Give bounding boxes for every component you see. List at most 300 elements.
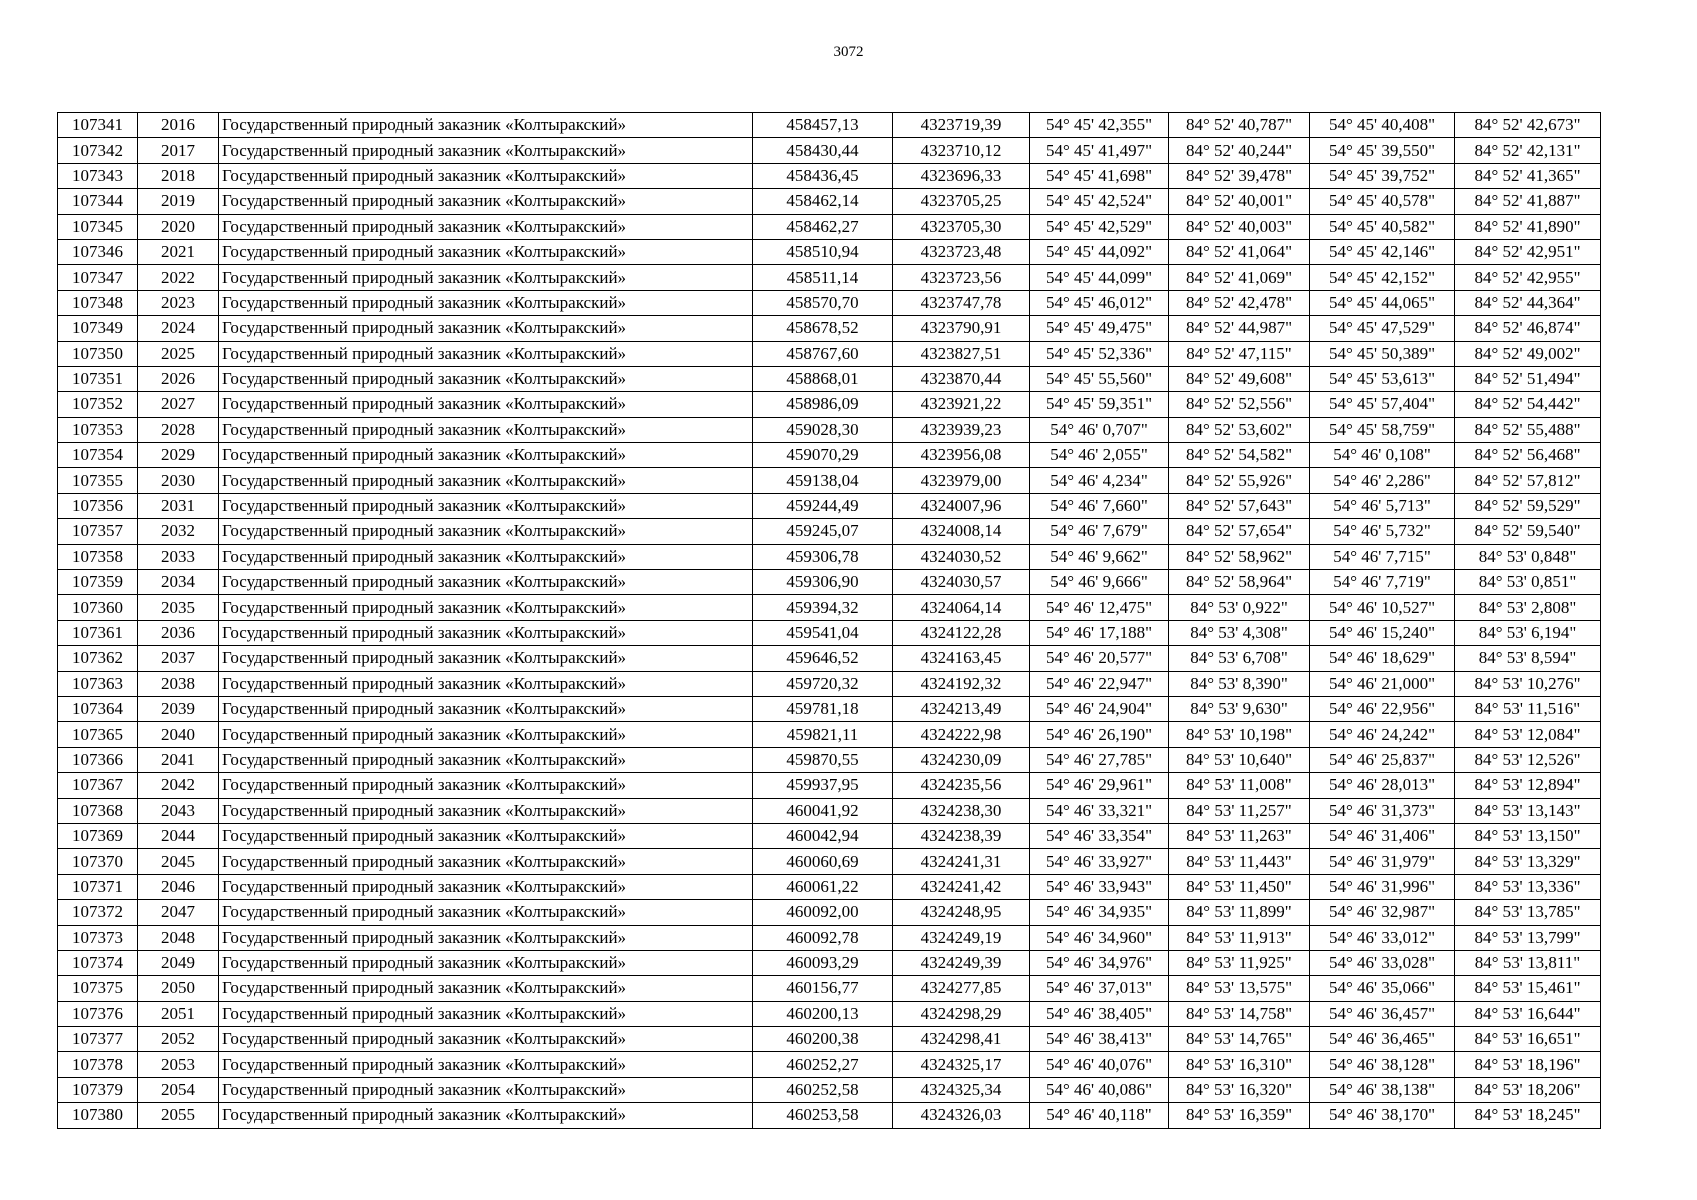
latitude-2-cell: 54° 46' 10,527" xyxy=(1310,595,1455,620)
table-row xyxy=(58,113,1601,138)
row-id-cell: 107365 xyxy=(58,722,138,747)
longitude-1-cell: 84° 53' 16,320" xyxy=(1169,1077,1310,1102)
latitude-1-cell: 54° 46' 7,679" xyxy=(1030,519,1169,544)
territory-name-cell: Государственный природный заказник «Колтыракский» xyxy=(219,722,753,747)
y-coordinate-cell: 4324298,29 xyxy=(893,1001,1030,1026)
point-number-cell: 2028 xyxy=(138,417,219,442)
latitude-1-cell: 54° 46' 2,055" xyxy=(1030,443,1169,468)
latitude-2-cell: 54° 46' 31,979" xyxy=(1310,849,1455,874)
row-id-cell: 107345 xyxy=(58,214,138,239)
longitude-1-cell: 84° 52' 57,654" xyxy=(1169,519,1310,544)
x-coordinate-cell: 460200,38 xyxy=(753,1027,893,1052)
latitude-2-cell: 54° 46' 24,242" xyxy=(1310,722,1455,747)
row-id-cell: 107379 xyxy=(58,1077,138,1102)
latitude-2-cell: 54° 46' 7,719" xyxy=(1310,570,1455,595)
latitude-2-cell: 54° 45' 40,582" xyxy=(1310,214,1455,239)
x-coordinate-cell: 460093,29 xyxy=(753,950,893,975)
y-coordinate-cell: 4324241,31 xyxy=(893,849,1030,874)
longitude-1-cell: 84° 53' 4,308" xyxy=(1169,620,1310,645)
y-coordinate-cell: 4323696,33 xyxy=(893,163,1030,188)
row-id-cell: 107361 xyxy=(58,620,138,645)
table-row xyxy=(58,823,1601,848)
row-id-cell: 107368 xyxy=(58,798,138,823)
y-coordinate-cell: 4323705,30 xyxy=(893,214,1030,239)
row-id-cell: 107380 xyxy=(58,1103,138,1128)
y-coordinate-cell: 4324192,32 xyxy=(893,671,1030,696)
longitude-2-cell: 84° 52' 41,890" xyxy=(1455,214,1601,239)
longitude-1-cell: 84° 53' 8,390" xyxy=(1169,671,1310,696)
row-id-cell: 107364 xyxy=(58,696,138,721)
x-coordinate-cell: 458678,52 xyxy=(753,316,893,341)
territory-name-cell: Государственный природный заказник «Колтыракский» xyxy=(219,1103,753,1128)
row-id-cell: 107344 xyxy=(58,189,138,214)
point-number-cell: 2034 xyxy=(138,570,219,595)
longitude-1-cell: 84° 52' 44,987" xyxy=(1169,316,1310,341)
x-coordinate-cell: 459394,32 xyxy=(753,595,893,620)
latitude-2-cell: 54° 46' 36,457" xyxy=(1310,1001,1455,1026)
latitude-1-cell: 54° 45' 46,012" xyxy=(1030,290,1169,315)
latitude-2-cell: 54° 46' 36,465" xyxy=(1310,1027,1455,1052)
y-coordinate-cell: 4324230,09 xyxy=(893,747,1030,772)
territory-name-cell: Государственный природный заказник «Колтыракский» xyxy=(219,113,753,138)
point-number-cell: 2017 xyxy=(138,138,219,163)
territory-name-cell: Государственный природный заказник «Колтыракский» xyxy=(219,773,753,798)
longitude-1-cell: 84° 53' 10,640" xyxy=(1169,747,1310,772)
x-coordinate-cell: 458462,14 xyxy=(753,189,893,214)
longitude-1-cell: 84° 53' 16,310" xyxy=(1169,1052,1310,1077)
latitude-1-cell: 54° 46' 24,904" xyxy=(1030,696,1169,721)
table-row xyxy=(58,950,1601,975)
row-id-cell: 107376 xyxy=(58,1001,138,1026)
latitude-2-cell: 54° 46' 25,837" xyxy=(1310,747,1455,772)
territory-name-cell: Государственный природный заказник «Колтыракский» xyxy=(219,341,753,366)
point-number-cell: 2049 xyxy=(138,950,219,975)
longitude-2-cell: 84° 53' 16,651" xyxy=(1455,1027,1601,1052)
y-coordinate-cell: 4324064,14 xyxy=(893,595,1030,620)
point-number-cell: 2043 xyxy=(138,798,219,823)
point-number-cell: 2029 xyxy=(138,443,219,468)
x-coordinate-cell: 458462,27 xyxy=(753,214,893,239)
y-coordinate-cell: 4324238,30 xyxy=(893,798,1030,823)
y-coordinate-cell: 4323870,44 xyxy=(893,366,1030,391)
y-coordinate-cell: 4324007,96 xyxy=(893,493,1030,518)
x-coordinate-cell: 460252,27 xyxy=(753,1052,893,1077)
latitude-1-cell: 54° 46' 34,960" xyxy=(1030,925,1169,950)
x-coordinate-cell: 459720,32 xyxy=(753,671,893,696)
territory-name-cell: Государственный природный заказник «Колтыракский» xyxy=(219,493,753,518)
table-body xyxy=(58,113,1601,1129)
y-coordinate-cell: 4323827,51 xyxy=(893,341,1030,366)
longitude-1-cell: 84° 52' 40,787" xyxy=(1169,113,1310,138)
row-id-cell: 107369 xyxy=(58,823,138,848)
latitude-2-cell: 54° 46' 33,012" xyxy=(1310,925,1455,950)
territory-name-cell: Государственный природный заказник «Колтыракский» xyxy=(219,189,753,214)
latitude-1-cell: 54° 46' 9,662" xyxy=(1030,544,1169,569)
row-id-cell: 107348 xyxy=(58,290,138,315)
longitude-1-cell: 84° 53' 14,765" xyxy=(1169,1027,1310,1052)
territory-name-cell: Государственный природный заказник «Колтыракский» xyxy=(219,976,753,1001)
territory-name-cell: Государственный природный заказник «Колтыракский» xyxy=(219,671,753,696)
point-number-cell: 2045 xyxy=(138,849,219,874)
table-row xyxy=(58,138,1601,163)
longitude-2-cell: 84° 53' 13,336" xyxy=(1455,874,1601,899)
latitude-1-cell: 54° 46' 40,086" xyxy=(1030,1077,1169,1102)
table-row xyxy=(58,773,1601,798)
longitude-1-cell: 84° 52' 41,069" xyxy=(1169,265,1310,290)
latitude-1-cell: 54° 46' 26,190" xyxy=(1030,722,1169,747)
longitude-1-cell: 84° 53' 10,198" xyxy=(1169,722,1310,747)
x-coordinate-cell: 460041,92 xyxy=(753,798,893,823)
y-coordinate-cell: 4323705,25 xyxy=(893,189,1030,214)
point-number-cell: 2032 xyxy=(138,519,219,544)
longitude-2-cell: 84° 52' 55,488" xyxy=(1455,417,1601,442)
latitude-2-cell: 54° 45' 50,389" xyxy=(1310,341,1455,366)
longitude-2-cell: 84° 52' 59,540" xyxy=(1455,519,1601,544)
longitude-2-cell: 84° 52' 41,887" xyxy=(1455,189,1601,214)
x-coordinate-cell: 460092,00 xyxy=(753,900,893,925)
longitude-2-cell: 84° 53' 0,848" xyxy=(1455,544,1601,569)
row-id-cell: 107358 xyxy=(58,544,138,569)
row-id-cell: 107370 xyxy=(58,849,138,874)
longitude-2-cell: 84° 52' 41,365" xyxy=(1455,163,1601,188)
table-row xyxy=(58,1027,1601,1052)
latitude-2-cell: 54° 45' 42,146" xyxy=(1310,239,1455,264)
longitude-2-cell: 84° 53' 13,143" xyxy=(1455,798,1601,823)
table-row xyxy=(58,189,1601,214)
territory-name-cell: Государственный природный заказник «Колтыракский» xyxy=(219,620,753,645)
table-row xyxy=(58,747,1601,772)
latitude-1-cell: 54° 46' 29,961" xyxy=(1030,773,1169,798)
point-number-cell: 2020 xyxy=(138,214,219,239)
latitude-2-cell: 54° 46' 5,713" xyxy=(1310,493,1455,518)
longitude-1-cell: 84° 53' 11,913" xyxy=(1169,925,1310,950)
territory-name-cell: Государственный природный заказник «Колтыракский» xyxy=(219,316,753,341)
point-number-cell: 2023 xyxy=(138,290,219,315)
territory-name-cell: Государственный природный заказник «Колтыракский» xyxy=(219,1077,753,1102)
territory-name-cell: Государственный природный заказник «Колтыракский» xyxy=(219,950,753,975)
point-number-cell: 2047 xyxy=(138,900,219,925)
longitude-2-cell: 84° 52' 49,002" xyxy=(1455,341,1601,366)
table-row xyxy=(58,798,1601,823)
row-id-cell: 107354 xyxy=(58,443,138,468)
territory-name-cell: Государственный природный заказник «Колтыракский» xyxy=(219,163,753,188)
longitude-2-cell: 84° 53' 2,808" xyxy=(1455,595,1601,620)
latitude-1-cell: 54° 46' 37,013" xyxy=(1030,976,1169,1001)
x-coordinate-cell: 458510,94 xyxy=(753,239,893,264)
row-id-cell: 107360 xyxy=(58,595,138,620)
territory-name-cell: Государственный природный заказник «Колтыракский» xyxy=(219,696,753,721)
table-row xyxy=(58,849,1601,874)
table-row xyxy=(58,290,1601,315)
table-row xyxy=(58,1001,1601,1026)
longitude-2-cell: 84° 53' 13,785" xyxy=(1455,900,1601,925)
row-id-cell: 107366 xyxy=(58,747,138,772)
territory-name-cell: Государственный природный заказник «Колтыракский» xyxy=(219,823,753,848)
point-number-cell: 2031 xyxy=(138,493,219,518)
latitude-2-cell: 54° 46' 7,715" xyxy=(1310,544,1455,569)
latitude-2-cell: 54° 46' 28,013" xyxy=(1310,773,1455,798)
x-coordinate-cell: 458436,45 xyxy=(753,163,893,188)
territory-name-cell: Государственный природный заказник «Колтыракский» xyxy=(219,519,753,544)
latitude-1-cell: 54° 46' 7,660" xyxy=(1030,493,1169,518)
latitude-1-cell: 54° 46' 33,927" xyxy=(1030,849,1169,874)
y-coordinate-cell: 4324122,28 xyxy=(893,620,1030,645)
y-coordinate-cell: 4323747,78 xyxy=(893,290,1030,315)
table-row xyxy=(58,544,1601,569)
row-id-cell: 107353 xyxy=(58,417,138,442)
latitude-1-cell: 54° 45' 55,560" xyxy=(1030,366,1169,391)
longitude-2-cell: 84° 53' 12,526" xyxy=(1455,747,1601,772)
point-number-cell: 2035 xyxy=(138,595,219,620)
point-number-cell: 2044 xyxy=(138,823,219,848)
latitude-2-cell: 54° 46' 18,629" xyxy=(1310,646,1455,671)
longitude-1-cell: 84° 53' 11,899" xyxy=(1169,900,1310,925)
point-number-cell: 2040 xyxy=(138,722,219,747)
x-coordinate-cell: 459541,04 xyxy=(753,620,893,645)
latitude-1-cell: 54° 45' 42,355" xyxy=(1030,113,1169,138)
y-coordinate-cell: 4324249,39 xyxy=(893,950,1030,975)
longitude-1-cell: 84° 53' 11,257" xyxy=(1169,798,1310,823)
latitude-2-cell: 54° 46' 15,240" xyxy=(1310,620,1455,645)
point-number-cell: 2052 xyxy=(138,1027,219,1052)
latitude-2-cell: 54° 46' 22,956" xyxy=(1310,696,1455,721)
point-number-cell: 2019 xyxy=(138,189,219,214)
point-number-cell: 2036 xyxy=(138,620,219,645)
table-row xyxy=(58,976,1601,1001)
longitude-1-cell: 84° 52' 52,556" xyxy=(1169,392,1310,417)
row-id-cell: 107375 xyxy=(58,976,138,1001)
y-coordinate-cell: 4323723,48 xyxy=(893,239,1030,264)
latitude-1-cell: 54° 45' 59,351" xyxy=(1030,392,1169,417)
latitude-2-cell: 54° 45' 40,578" xyxy=(1310,189,1455,214)
row-id-cell: 107367 xyxy=(58,773,138,798)
longitude-1-cell: 84° 53' 11,008" xyxy=(1169,773,1310,798)
y-coordinate-cell: 4324249,19 xyxy=(893,925,1030,950)
latitude-1-cell: 54° 46' 20,577" xyxy=(1030,646,1169,671)
row-id-cell: 107355 xyxy=(58,468,138,493)
longitude-1-cell: 84° 52' 58,964" xyxy=(1169,570,1310,595)
row-id-cell: 107351 xyxy=(58,366,138,391)
latitude-1-cell: 54° 46' 33,943" xyxy=(1030,874,1169,899)
longitude-1-cell: 84° 52' 54,582" xyxy=(1169,443,1310,468)
longitude-1-cell: 84° 52' 39,478" xyxy=(1169,163,1310,188)
latitude-1-cell: 54° 46' 33,321" xyxy=(1030,798,1169,823)
table-row xyxy=(58,239,1601,264)
table-row xyxy=(58,1052,1601,1077)
x-coordinate-cell: 459138,04 xyxy=(753,468,893,493)
point-number-cell: 2046 xyxy=(138,874,219,899)
point-number-cell: 2025 xyxy=(138,341,219,366)
y-coordinate-cell: 4324277,85 xyxy=(893,976,1030,1001)
point-number-cell: 2037 xyxy=(138,646,219,671)
territory-name-cell: Государственный природный заказник «Колтыракский» xyxy=(219,417,753,442)
latitude-2-cell: 54° 46' 33,028" xyxy=(1310,950,1455,975)
latitude-2-cell: 54° 46' 32,987" xyxy=(1310,900,1455,925)
latitude-1-cell: 54° 46' 12,475" xyxy=(1030,595,1169,620)
y-coordinate-cell: 4323939,23 xyxy=(893,417,1030,442)
row-id-cell: 107378 xyxy=(58,1052,138,1077)
x-coordinate-cell: 459646,52 xyxy=(753,646,893,671)
row-id-cell: 107357 xyxy=(58,519,138,544)
point-number-cell: 2041 xyxy=(138,747,219,772)
longitude-2-cell: 84° 52' 56,468" xyxy=(1455,443,1601,468)
longitude-1-cell: 84° 53' 11,925" xyxy=(1169,950,1310,975)
latitude-1-cell: 54° 46' 40,118" xyxy=(1030,1103,1169,1128)
latitude-1-cell: 54° 46' 9,666" xyxy=(1030,570,1169,595)
longitude-2-cell: 84° 52' 51,494" xyxy=(1455,366,1601,391)
y-coordinate-cell: 4324241,42 xyxy=(893,874,1030,899)
point-number-cell: 2053 xyxy=(138,1052,219,1077)
row-id-cell: 107373 xyxy=(58,925,138,950)
longitude-1-cell: 84° 52' 53,602" xyxy=(1169,417,1310,442)
longitude-2-cell: 84° 53' 13,329" xyxy=(1455,849,1601,874)
territory-name-cell: Государственный природный заказник «Колтыракский» xyxy=(219,849,753,874)
x-coordinate-cell: 458457,13 xyxy=(753,113,893,138)
longitude-1-cell: 84° 53' 13,575" xyxy=(1169,976,1310,1001)
row-id-cell: 107356 xyxy=(58,493,138,518)
point-number-cell: 2039 xyxy=(138,696,219,721)
longitude-1-cell: 84° 52' 40,003" xyxy=(1169,214,1310,239)
y-coordinate-cell: 4323790,91 xyxy=(893,316,1030,341)
x-coordinate-cell: 460253,58 xyxy=(753,1103,893,1128)
x-coordinate-cell: 458986,09 xyxy=(753,392,893,417)
territory-name-cell: Государственный природный заказник «Колтыракский» xyxy=(219,214,753,239)
territory-name-cell: Государственный природный заказник «Колтыракский» xyxy=(219,570,753,595)
x-coordinate-cell: 459870,55 xyxy=(753,747,893,772)
territory-name-cell: Государственный природный заказник «Колтыракский» xyxy=(219,595,753,620)
territory-name-cell: Государственный природный заказник «Колтыракский» xyxy=(219,544,753,569)
territory-name-cell: Государственный природный заказник «Колтыракский» xyxy=(219,290,753,315)
longitude-2-cell: 84° 53' 15,461" xyxy=(1455,976,1601,1001)
latitude-2-cell: 54° 45' 47,529" xyxy=(1310,316,1455,341)
latitude-2-cell: 54° 45' 39,752" xyxy=(1310,163,1455,188)
territory-name-cell: Государственный природный заказник «Колтыракский» xyxy=(219,646,753,671)
longitude-2-cell: 84° 53' 8,594" xyxy=(1455,646,1601,671)
latitude-2-cell: 54° 46' 38,170" xyxy=(1310,1103,1455,1128)
row-id-cell: 107362 xyxy=(58,646,138,671)
latitude-1-cell: 54° 46' 17,188" xyxy=(1030,620,1169,645)
coordinates-table xyxy=(57,112,1601,1129)
longitude-2-cell: 84° 52' 44,364" xyxy=(1455,290,1601,315)
latitude-2-cell: 54° 46' 31,373" xyxy=(1310,798,1455,823)
point-number-cell: 2030 xyxy=(138,468,219,493)
longitude-1-cell: 84° 52' 40,001" xyxy=(1169,189,1310,214)
point-number-cell: 2054 xyxy=(138,1077,219,1102)
table-row xyxy=(58,493,1601,518)
y-coordinate-cell: 4324325,17 xyxy=(893,1052,1030,1077)
longitude-2-cell: 84° 53' 16,644" xyxy=(1455,1001,1601,1026)
latitude-1-cell: 54° 46' 34,976" xyxy=(1030,950,1169,975)
latitude-1-cell: 54° 45' 41,698" xyxy=(1030,163,1169,188)
longitude-1-cell: 84° 52' 58,962" xyxy=(1169,544,1310,569)
row-id-cell: 107350 xyxy=(58,341,138,366)
row-id-cell: 107374 xyxy=(58,950,138,975)
point-number-cell: 2016 xyxy=(138,113,219,138)
territory-name-cell: Государственный природный заказник «Колтыракский» xyxy=(219,392,753,417)
point-number-cell: 2042 xyxy=(138,773,219,798)
longitude-2-cell: 84° 53' 0,851" xyxy=(1455,570,1601,595)
latitude-2-cell: 54° 46' 31,996" xyxy=(1310,874,1455,899)
x-coordinate-cell: 459937,95 xyxy=(753,773,893,798)
longitude-1-cell: 84° 53' 11,263" xyxy=(1169,823,1310,848)
point-number-cell: 2050 xyxy=(138,976,219,1001)
latitude-1-cell: 54° 46' 38,413" xyxy=(1030,1027,1169,1052)
longitude-2-cell: 84° 52' 42,131" xyxy=(1455,138,1601,163)
point-number-cell: 2022 xyxy=(138,265,219,290)
y-coordinate-cell: 4323979,00 xyxy=(893,468,1030,493)
y-coordinate-cell: 4324325,34 xyxy=(893,1077,1030,1102)
longitude-2-cell: 84° 53' 11,516" xyxy=(1455,696,1601,721)
latitude-2-cell: 54° 46' 38,128" xyxy=(1310,1052,1455,1077)
territory-name-cell: Государственный природный заказник «Колтыракский» xyxy=(219,925,753,950)
longitude-2-cell: 84° 52' 42,955" xyxy=(1455,265,1601,290)
latitude-1-cell: 54° 46' 0,707" xyxy=(1030,417,1169,442)
row-id-cell: 107363 xyxy=(58,671,138,696)
territory-name-cell: Государственный природный заказник «Колтыракский» xyxy=(219,138,753,163)
territory-name-cell: Государственный природный заказник «Колтыракский» xyxy=(219,443,753,468)
longitude-2-cell: 84° 52' 46,874" xyxy=(1455,316,1601,341)
table-row xyxy=(58,163,1601,188)
point-number-cell: 2055 xyxy=(138,1103,219,1128)
territory-name-cell: Государственный природный заказник «Колтыракский» xyxy=(219,1001,753,1026)
page-number: 3072 xyxy=(833,44,864,60)
y-coordinate-cell: 4324030,57 xyxy=(893,570,1030,595)
table-row xyxy=(58,900,1601,925)
point-number-cell: 2024 xyxy=(138,316,219,341)
longitude-1-cell: 84° 52' 42,478" xyxy=(1169,290,1310,315)
territory-name-cell: Государственный природный заказник «Колтыракский» xyxy=(219,366,753,391)
x-coordinate-cell: 458570,70 xyxy=(753,290,893,315)
latitude-1-cell: 54° 46' 27,785" xyxy=(1030,747,1169,772)
row-id-cell: 107372 xyxy=(58,900,138,925)
latitude-1-cell: 54° 45' 44,092" xyxy=(1030,239,1169,264)
point-number-cell: 2038 xyxy=(138,671,219,696)
latitude-1-cell: 54° 46' 33,354" xyxy=(1030,823,1169,848)
x-coordinate-cell: 458430,44 xyxy=(753,138,893,163)
territory-name-cell: Государственный природный заказник «Колтыракский» xyxy=(219,1027,753,1052)
table-row xyxy=(58,366,1601,391)
latitude-2-cell: 54° 46' 35,066" xyxy=(1310,976,1455,1001)
latitude-2-cell: 54° 45' 39,550" xyxy=(1310,138,1455,163)
table-row xyxy=(58,392,1601,417)
latitude-1-cell: 54° 46' 34,935" xyxy=(1030,900,1169,925)
x-coordinate-cell: 459306,78 xyxy=(753,544,893,569)
x-coordinate-cell: 459821,11 xyxy=(753,722,893,747)
longitude-2-cell: 84° 52' 57,812" xyxy=(1455,468,1601,493)
row-id-cell: 107377 xyxy=(58,1027,138,1052)
table-row xyxy=(58,722,1601,747)
y-coordinate-cell: 4324298,41 xyxy=(893,1027,1030,1052)
latitude-2-cell: 54° 46' 21,000" xyxy=(1310,671,1455,696)
table-row xyxy=(58,570,1601,595)
x-coordinate-cell: 458511,14 xyxy=(753,265,893,290)
table-row xyxy=(58,925,1601,950)
x-coordinate-cell: 458767,60 xyxy=(753,341,893,366)
longitude-1-cell: 84° 52' 40,244" xyxy=(1169,138,1310,163)
longitude-2-cell: 84° 53' 18,206" xyxy=(1455,1077,1601,1102)
table-row xyxy=(58,646,1601,671)
row-id-cell: 107347 xyxy=(58,265,138,290)
latitude-1-cell: 54° 46' 40,076" xyxy=(1030,1052,1169,1077)
longitude-2-cell: 84° 53' 6,194" xyxy=(1455,620,1601,645)
longitude-2-cell: 84° 52' 54,442" xyxy=(1455,392,1601,417)
row-id-cell: 107342 xyxy=(58,138,138,163)
point-number-cell: 2051 xyxy=(138,1001,219,1026)
table-row xyxy=(58,595,1601,620)
table-row xyxy=(58,1077,1601,1102)
x-coordinate-cell: 460156,77 xyxy=(753,976,893,1001)
table-row xyxy=(58,519,1601,544)
